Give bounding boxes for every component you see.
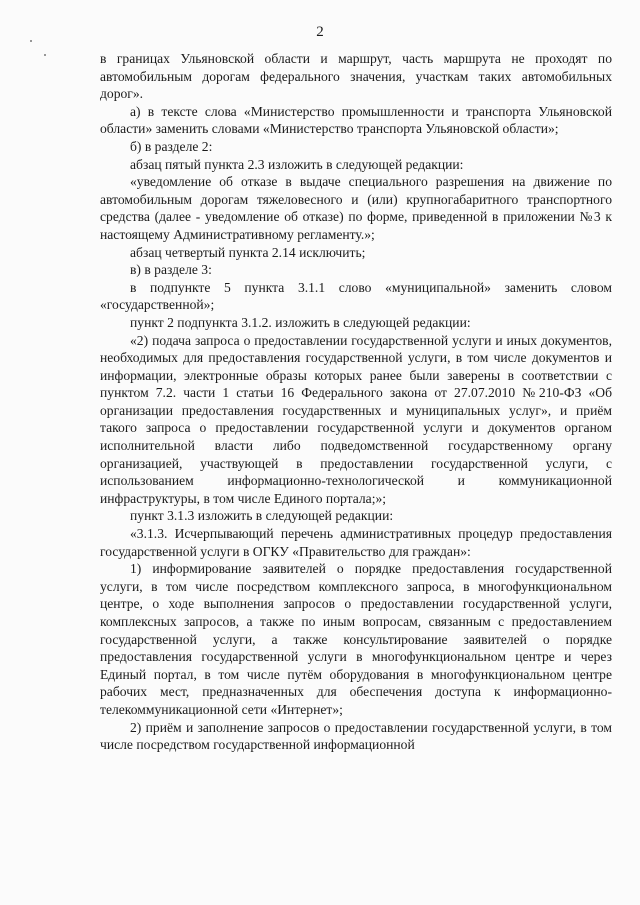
document-paragraph: б) в разделе 2: <box>130 138 213 154</box>
document-paragraph: в подпункте 5 пункта 3.1.1 слово «муниципальной» заменить словом «государственной»; <box>100 279 612 313</box>
document-paragraph: в границах Ульяновской области и маршрут, часть маршрута не проходят по автомобильным дорогам федерального значения, участкам таких автомобильных дорог». <box>100 51 612 102</box>
page-number: 2 <box>316 24 324 40</box>
document-paragraph: пункт 3.1.3 изложить в следующей редакции: <box>130 508 394 524</box>
scan-speck <box>44 54 46 56</box>
document-body <box>100 50 612 754</box>
document-paragraph: в) в разделе 3: <box>130 262 212 278</box>
document-paragraph: абзац пятый пункта 2.3 изложить в следующей редакции: <box>130 156 464 172</box>
document-paragraph: «2) подача запроса о предоставлении государственной услуги и иных документов, необходимых для предоставления государственной услуги, в том числе документов и информации, электронные образы которых ранее были заверены в соответствии с пунктом 7.2. части 1 статьи 16 Федерального закона от 27.07.2010 №210-ФЗ «Об организации предоставления государственных и муниципальных услуг», и приём такого запроса о предоставлении государственной услуги и документов органом исполнительной власти либо подведомственной государственному органу организацией, участвующей в предоставлении государственной услуги, с использованием информационно-технологической и коммуникационной инфраструктуры, в том числе Единого портала;»; <box>100 332 612 506</box>
document-paragraph: 1) информирование заявителей о порядке предоставления государственной услуги, в том числе посредством комплексного запроса, в многофункциональном центре, о ходе выполнения запросов о предоставлении государственной услуги, комплексных запросов, а также по иным вопросам, связанным с предоставлением государственной услуги, а также консультирование заявителей о порядке предоставления государственной услуги в многофункциональном центре и через Единый портал, в том числе путём оборудования в многофункциональном центре рабочих мест, предназначенных для обеспечения доступа к информационно-телекоммуникационной сети «Интернет»; <box>100 561 612 717</box>
document-paragraph: абзац четвертый пункта 2.14 исключить; <box>130 244 366 260</box>
document-paragraph: «3.1.3. Исчерпывающий перечень административных процедур предоставления государственной услуги в ОГКУ «Правительство для граждан»: <box>100 526 612 559</box>
document-paragraph: «уведомление об отказе в выдаче специального разрешения на движение по автомобильным дорогам тяжеловесного и (или) крупногабаритного транспортного средства (далее - уведомление об отказе) по форме, приведенной в приложении №3 к настоящему Административному регламенту.»; <box>100 174 612 242</box>
document-paragraph: пункт 2 подпункта 3.1.2. изложить в следующей редакции: <box>130 314 471 330</box>
document-paragraph: а) в тексте слова «Министерство промышленности и транспорта Ульяновской области» заменить словами «Министерство транспорта Ульяновской области»; <box>100 103 612 137</box>
document-paragraph: 2) приём и заполнение запросов о предоставлении государственной услуги, в том числе посредством государственной информационной <box>100 719 612 753</box>
